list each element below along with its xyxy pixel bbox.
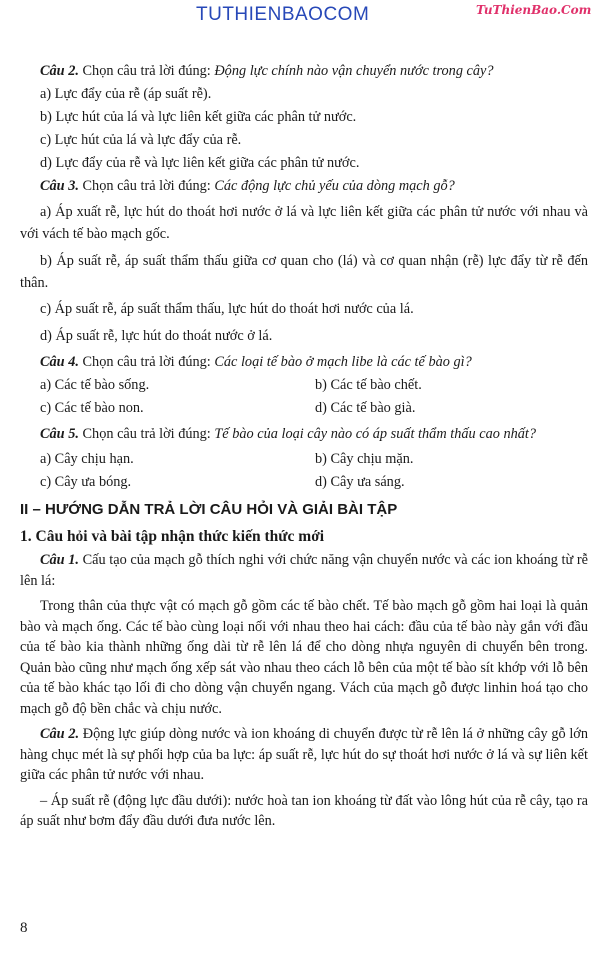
question-lead: Chọn câu trả lời đúng: (78, 178, 215, 194)
option-a: a) Các tế bào sống. (40, 377, 150, 393)
options-row-2 (20, 397, 588, 420)
section-title: II – HƯỚNG DẪN TRẢ LỜI CÂU HỎI VÀ GIẢI BÀI TẬP (20, 501, 398, 518)
option-a: a) Cây chịu hạn. (40, 451, 134, 467)
option-d: d) Áp suất rễ, lực hút do thoát nước ở lá. (40, 328, 273, 344)
site-title: TUTHIENBAOCOM (196, 4, 370, 25)
answer-number: Câu 1. (40, 552, 79, 568)
page-body (20, 60, 588, 832)
question-text: Các động lực chủ yếu của dòng mạch gỗ? (214, 178, 455, 194)
answer-1-question (20, 550, 588, 591)
option-c: c) Cây ưa bóng. (40, 474, 132, 490)
page-number: 8 (20, 920, 28, 936)
answer-text: Động lực giúp dòng nước và ion khoáng di chuyển được từ rễ lên lá ở những cây gỗ lớn hàng chục mét là sự phối hợp của ba lực: áp suất rễ, lực hút do sự thoát hơi nước ở lá và sự liên kết giữa các phân tử nước với nhau. (20, 726, 589, 783)
question-3 (20, 175, 588, 198)
option-c: c) Các tế bào non. (40, 400, 144, 416)
question-text: Các loại tế bào ở mạch libe là các tế bào gì? (214, 354, 472, 370)
answer-2 (20, 724, 588, 786)
options-row-1 (20, 448, 588, 471)
option-b: b) Cây chịu mặn. (315, 451, 414, 467)
option-b: b) Áp suất rễ, áp suất thẩm thấu giữa cơ quan cho (lá) và cơ quan nhận (rễ) lực đẩy từ rễ đến thân. (20, 253, 588, 291)
question-number: Câu 2. (40, 63, 79, 79)
page-header (0, 2, 609, 30)
question-number: Câu 4. (40, 354, 79, 370)
option-b: b) Lực hút của lá và lực liên kết giữa các phân tử nước. (40, 109, 357, 125)
question-2 (20, 60, 588, 83)
subsection-title: 1. Câu hỏi và bài tập nhận thức kiến thức mới (20, 528, 325, 545)
question-4 (20, 351, 588, 374)
answer-question-text: Cấu tạo của mạch gỗ thích nghi với chức năng vận chuyển nước và các ion khoáng từ rễ lên lá: (20, 552, 589, 589)
answer-1-text: Trong thân của thực vật có mạch gỗ gồm các tế bào chết. Tế bào mạch gỗ gồm hai loại là quản bào và mạch ống. Các tế bào cùng loại nối với nhau theo hai cách: đầu của tế bào này gắn với đầu của tế bào kia thành những ống dài từ rễ lên lá để cho dòng nhựa nguyên di chuyển bên trong. Quản bào cũng như mạch ống xếp sát vào nhau theo cách lỗ bên của một tế bào sít khớp với lỗ bên của tế bào khác tạo lối đi cho dòng vận chuyển ngang. Vách của mạch gỗ được linhin hoá tạo cho mạch gỗ độ bền chắc và chịu nước. (20, 598, 588, 717)
answer-2-point-1: – Áp suất rễ (động lực đầu dưới): nước hoà tan ion khoáng từ đất vào lông hút của rễ cây, tạo ra áp suất như bơm đẩy đầu dưới đưa nước lên. (20, 792, 588, 829)
option-d: d) Cây ưa sáng. (315, 474, 405, 490)
options-row-2 (20, 471, 588, 494)
option-b: b) Các tế bào chết. (315, 377, 422, 393)
option-c: c) Lực hút của lá và lực đẩy của rễ. (40, 132, 242, 148)
option-d: d) Các tế bào già. (315, 400, 416, 416)
question-text: Động lực chính nào vận chuyển nước trong cây? (214, 63, 494, 79)
question-lead: Chọn câu trả lời đúng: (78, 354, 215, 370)
question-5 (20, 423, 588, 445)
question-text: Tế bào của loại cây nào có áp suất thẩm thấu cao nhất? (214, 426, 537, 442)
option-d: d) Lực đẩy của rễ và lực liên kết giữa các phân tử nước. (40, 155, 360, 171)
option-a: a) Lực đẩy của rễ (áp suất rễ). (40, 86, 212, 102)
option-c: c) Áp suất rễ, áp suất thẩm thấu, lực hút do thoát hơi nước của lá. (40, 301, 414, 317)
question-lead: Chọn câu trả lời đúng: (78, 426, 215, 442)
option-a: a) Áp xuất rễ, lực hút do thoát hơi nước ở lá và lực liên kết giữa các phân tử nước với nhau và với vách tế bào mạch gốc. (20, 204, 588, 242)
question-number: Câu 5. (40, 426, 79, 442)
watermark-logo: TuThienBao.Com (476, 3, 592, 17)
question-lead: Chọn câu trả lời đúng: (78, 63, 215, 79)
answer-number: Câu 2. (40, 726, 80, 742)
options-row-1 (20, 374, 588, 397)
question-number: Câu 3. (40, 178, 79, 194)
